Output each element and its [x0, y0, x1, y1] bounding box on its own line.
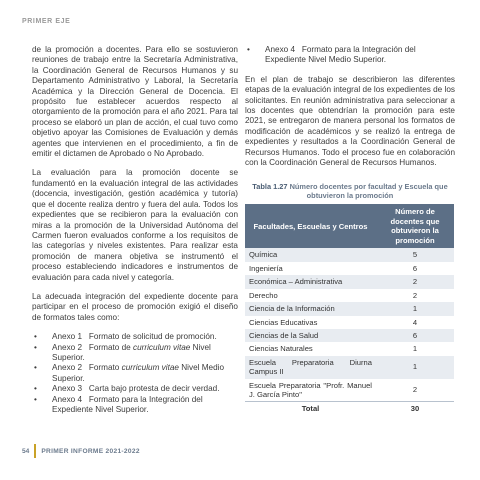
- cell-name: Escuela Preparatoria Diurna Campus II: [245, 356, 376, 379]
- table-header-row: [245, 204, 454, 248]
- cell-name: Química: [245, 248, 376, 261]
- cell-value: 2: [376, 379, 454, 402]
- cell-name: Ingeniería: [245, 262, 376, 275]
- annex-item: • Anexo 2 Formato de curriculum vitae Nivel Superior.: [32, 343, 238, 364]
- annex-item: • Anexo 1 Formato de solicitud de promoción.: [32, 332, 238, 342]
- annex-item: • Anexo 2 Formato curriculum vitae Nivel Medio Superior.: [32, 363, 238, 384]
- cell-name: Derecho: [245, 289, 376, 302]
- cell-value: 1: [376, 356, 454, 379]
- section-label: PRIMER EJE: [22, 18, 71, 25]
- annex-item: • Anexo 4 Formato para la Integración del Expediente Nivel Superior.: [32, 395, 238, 416]
- table-row: [245, 302, 454, 315]
- page-number: 54: [22, 447, 30, 455]
- cell-name: Escuela Preparatoria "Profr. Manuel J. García Pinto": [245, 379, 376, 402]
- table-row: [245, 289, 454, 302]
- cell-value: 2: [376, 289, 454, 302]
- table-row: [245, 329, 454, 342]
- annex-item: • Anexo 3 Carta bajo protesta de decir verdad.: [32, 384, 238, 394]
- table-row: [245, 316, 454, 329]
- page-footer: [22, 443, 140, 459]
- cell-value: 1: [376, 302, 454, 315]
- paragraph: En el plan de trabajo se describieron las diferentes etapas de la evaluación integral de los expedientes de los solicitantes. En reunión administrativa para seleccionar a los docentes que obtendrían la promoción para este 2021, se entregaron de manera personal los formatos de modificación de académicos y se realizó la entrega de expedientes y resultados a la Coordinación General de Recursos Humanos. Todo el proceso fue en colaboración con la Coordinación General de Recursos Humanos.: [245, 74, 455, 168]
- annex-list: [32, 332, 238, 415]
- column-header: Número de docentes que obtuvieron la promoción: [376, 204, 454, 248]
- annex-item: • Anexo 4 Formato para la Integración del Expediente Nivel Medio Superior.: [245, 45, 455, 66]
- cell-name: Ciencia de la Información: [245, 302, 376, 315]
- right-column: [245, 45, 455, 416]
- table-row: [245, 275, 454, 288]
- total-value: 30: [376, 402, 454, 416]
- cell-value: 6: [376, 262, 454, 275]
- table-caption: [245, 182, 455, 200]
- column-header: Facultades, Escuelas y Centros: [245, 204, 376, 248]
- promotion-table: [245, 204, 454, 415]
- report-title: PRIMER INFORME 2021-2022: [41, 447, 140, 455]
- cell-value: 2: [376, 275, 454, 288]
- table-row: [245, 379, 454, 402]
- table-caption-label: Tabla 1.27: [252, 182, 288, 192]
- cell-value: 5: [376, 248, 454, 261]
- cell-name: Ciencias Naturales: [245, 342, 376, 355]
- cell-name: Ciencias Educativas: [245, 316, 376, 329]
- cell-value: 4: [376, 316, 454, 329]
- table-total-row: [245, 402, 454, 416]
- total-label: Total: [245, 402, 376, 416]
- left-column: [32, 45, 238, 415]
- table-caption-text: Número docentes por facultad y Escuela que obtuvieron la promoción: [289, 182, 448, 201]
- paragraph: de la promoción a docentes. Para ello se sostuvieron reuniones de trabajo entre la Secretaría Administrativa, la Coordinación General de Recursos Humanos y su Departamento Administrativo y Laboral, la Secretaría Académica y la Dirección General de Docencia. El propósito fue establecer acuerdos respecto al otorgamiento de la promoción para el año 2021. Para tal proceso se elaboró un plan de acción, el cual tuvo como objetivo apoyar las Comisiones de Evaluación y demás agentes que intervienen en el procedimiento, a fin de emitir el dictamen de Aprobado o No Aprobado.: [32, 45, 238, 159]
- cell-name: Económica – Administrativa: [245, 275, 376, 288]
- cell-value: 1: [376, 342, 454, 355]
- paragraph: La adecuada integración del expediente docente para participar en el proceso de promoción exigió el diseño de formatos tales como:: [32, 291, 238, 322]
- cell-name: Ciencias de la Salud: [245, 329, 376, 342]
- footer-divider: [34, 444, 36, 458]
- cell-value: 6: [376, 329, 454, 342]
- paragraph: La evaluación para la promoción docente se fundamentó en la evaluación integral de las actividades (docencia, investigación, gestión académica y tutoría) que el docente realiza dentro y fuera del aula. Todos los expedientes que se recibieron para la evaluación con miras a la promoción de la Universidad Autónoma del Carmen fueron evaluados conforme a los requisitos de las categorías y niveles existentes. Para realizar esta promoción de manera objetiva se instrumentó el proceso estableciendo indicadores e instrumentos de evaluación para cada nivel y categoría.: [32, 168, 238, 282]
- table-row: [245, 356, 454, 379]
- table-row: [245, 248, 454, 261]
- table-row: [245, 342, 454, 355]
- annex-list: [245, 45, 455, 66]
- table-row: [245, 262, 454, 275]
